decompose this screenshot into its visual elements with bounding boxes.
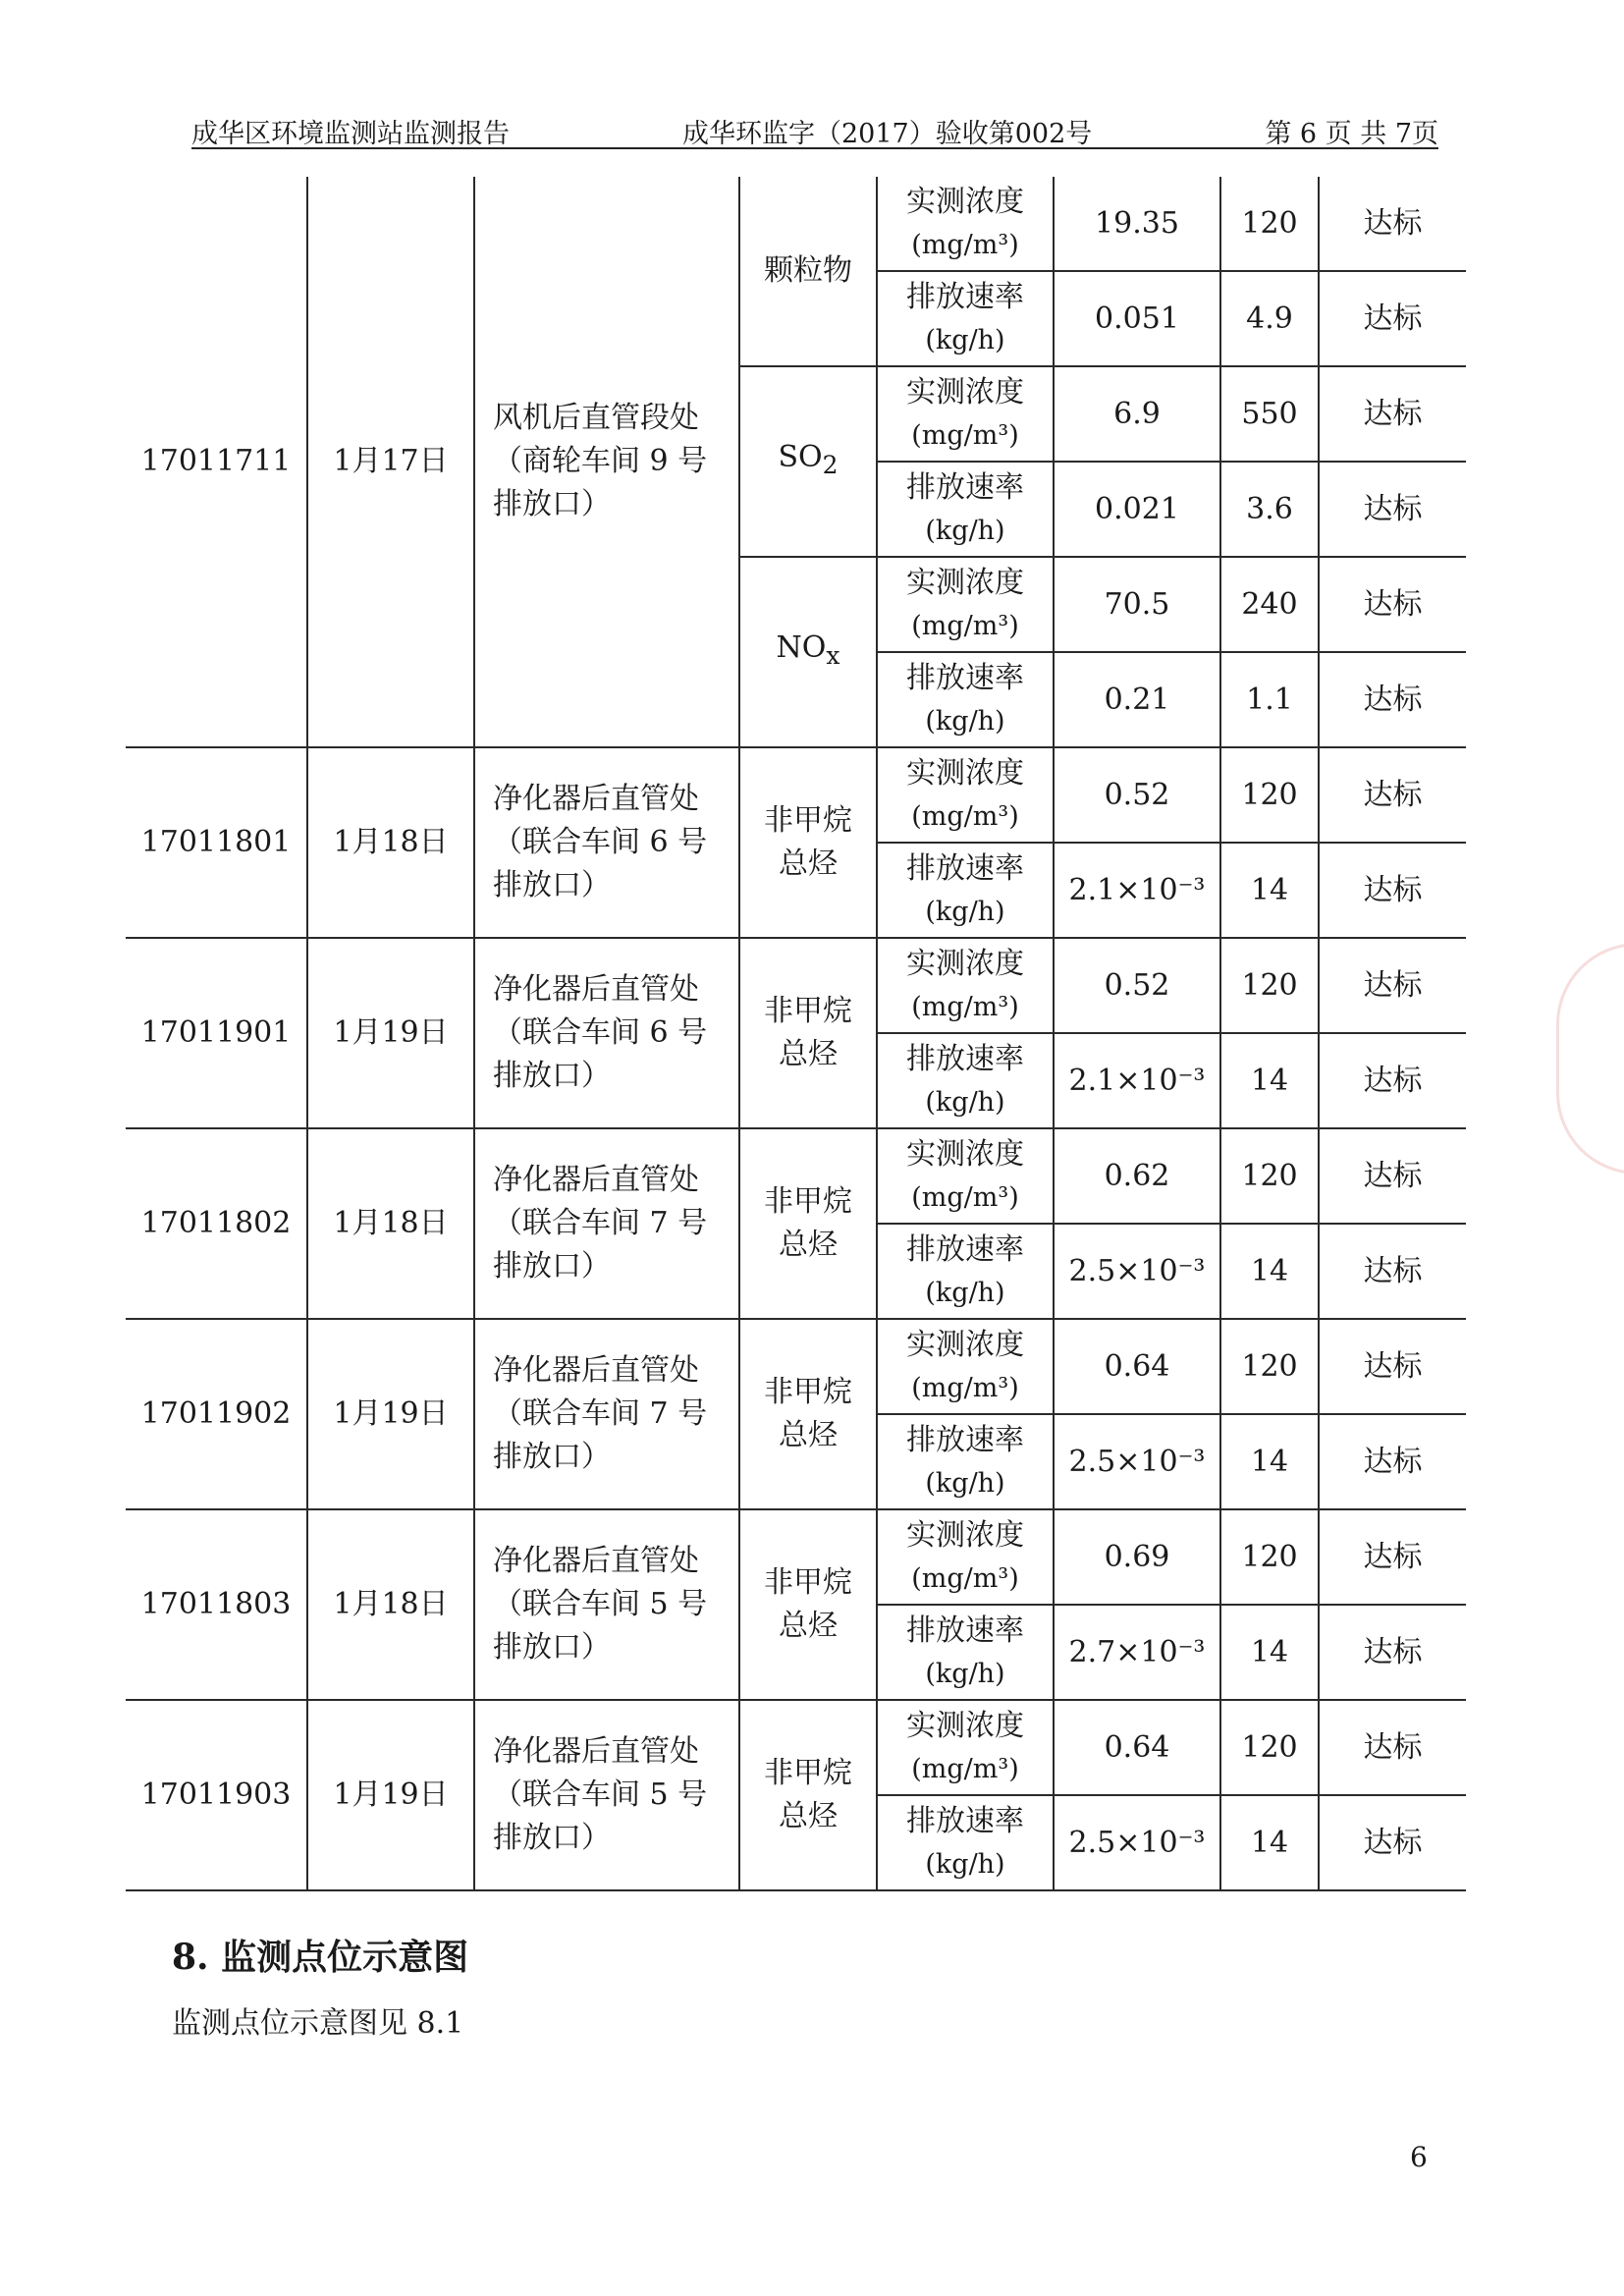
limit-value-cell: 120	[1220, 177, 1319, 271]
metric-cell	[877, 652, 1054, 747]
pollutant-cell	[739, 1509, 877, 1700]
metric-label: 实测浓度	[906, 1517, 1024, 1553]
pollutant-name: 颗粒物	[764, 253, 852, 288]
sample-id-cell: 17011901	[126, 938, 307, 1128]
location-line: （联合车间 7 号	[493, 1206, 708, 1240]
limit-value-cell: 14	[1220, 1414, 1319, 1509]
metric-label: 排放速率	[906, 1231, 1024, 1267]
metric-unit: (kg/h)	[925, 1277, 1005, 1308]
measured-value-cell: 0.69	[1054, 1509, 1220, 1605]
sample-id-cell: 17011903	[126, 1700, 307, 1890]
location-line: （联合车间 6 号	[493, 825, 708, 859]
location-cell	[474, 177, 739, 747]
sample-date-cell: 1月18日	[307, 1509, 474, 1700]
result-cell: 达标	[1319, 557, 1466, 652]
location-line: 排放口）	[493, 1059, 611, 1093]
result-cell: 达标	[1319, 1224, 1466, 1319]
limit-value-cell: 240	[1220, 557, 1319, 652]
page-header	[191, 106, 1438, 149]
location-line: （联合车间 5 号	[493, 1777, 708, 1812]
pollutant-subscript: x	[826, 641, 840, 670]
sample-id-cell: 17011801	[126, 747, 307, 938]
measured-value-cell: 2.5×10⁻³	[1054, 1795, 1220, 1890]
metric-cell	[877, 1509, 1054, 1605]
metric-unit: (mg/m³)	[911, 229, 1019, 260]
location-line: 净化器后直管处	[493, 1353, 699, 1388]
metric-cell	[877, 1414, 1054, 1509]
metric-unit: (mg/m³)	[911, 1562, 1019, 1594]
location-cell	[474, 1509, 739, 1700]
metric-label: 实测浓度	[906, 755, 1024, 791]
metric-unit: (kg/h)	[925, 515, 1005, 546]
limit-value-cell: 120	[1220, 1319, 1319, 1414]
result-cell: 达标	[1319, 1033, 1466, 1128]
metric-cell	[877, 366, 1054, 462]
result-cell: 达标	[1319, 366, 1466, 462]
metric-cell	[877, 1319, 1054, 1414]
location-line: 排放口）	[493, 1630, 611, 1665]
result-cell: 达标	[1319, 843, 1466, 938]
measured-value-cell: 0.64	[1054, 1319, 1220, 1414]
sample-date-cell: 1月18日	[307, 747, 474, 938]
sample-date-cell: 1月17日	[307, 177, 474, 747]
sample-date-cell: 1月19日	[307, 1319, 474, 1509]
metric-label: 排放速率	[906, 660, 1024, 695]
metric-unit: (kg/h)	[925, 896, 1005, 927]
location-line: 净化器后直管处	[493, 782, 699, 816]
limit-value-cell: 120	[1220, 1509, 1319, 1605]
table-row	[126, 1319, 1466, 1414]
location-line: 排放口）	[493, 868, 611, 902]
metric-unit: (kg/h)	[925, 1848, 1005, 1880]
location-line: 净化器后直管处	[493, 1163, 699, 1197]
metric-cell	[877, 1224, 1054, 1319]
metric-label: 排放速率	[906, 469, 1024, 505]
measured-value-cell: 70.5	[1054, 557, 1220, 652]
result-cell: 达标	[1319, 1700, 1466, 1795]
result-cell: 达标	[1319, 1319, 1466, 1414]
result-cell: 达标	[1319, 1414, 1466, 1509]
pollutant-name: 非甲烷总烃	[764, 1565, 852, 1643]
result-cell: 达标	[1319, 652, 1466, 747]
measured-value-cell: 0.21	[1054, 652, 1220, 747]
metric-label: 实测浓度	[906, 946, 1024, 981]
pollutant-cell	[739, 747, 877, 938]
result-cell: 达标	[1319, 177, 1466, 271]
measured-value-cell: 2.5×10⁻³	[1054, 1414, 1220, 1509]
location-line: 净化器后直管处	[493, 972, 699, 1007]
metric-cell	[877, 177, 1054, 271]
location-line: 排放口）	[493, 1821, 611, 1855]
monitoring-results-table	[126, 177, 1466, 1891]
limit-value-cell: 4.9	[1220, 271, 1319, 366]
metric-label: 排放速率	[906, 279, 1024, 314]
location-line: 风机后直管段处	[493, 401, 699, 435]
pollutant-name: 非甲烷总烃	[764, 1375, 852, 1452]
limit-value-cell: 14	[1220, 1033, 1319, 1128]
limit-value-cell: 14	[1220, 1795, 1319, 1890]
sample-id-cell: 17011802	[126, 1128, 307, 1319]
metric-unit: (mg/m³)	[911, 1372, 1019, 1403]
metric-unit: (kg/h)	[925, 1086, 1005, 1118]
pollutant-name: 非甲烷总烃	[764, 994, 852, 1071]
location-cell	[474, 938, 739, 1128]
limit-value-cell: 14	[1220, 1224, 1319, 1319]
sample-date-cell: 1月18日	[307, 1128, 474, 1319]
measured-value-cell: 0.64	[1054, 1700, 1220, 1795]
measured-value-cell: 0.52	[1054, 747, 1220, 843]
location-line: 排放口）	[493, 1249, 611, 1284]
metric-cell	[877, 843, 1054, 938]
measured-value-cell: 6.9	[1054, 366, 1220, 462]
location-line: 净化器后直管处	[493, 1734, 699, 1769]
metric-label: 实测浓度	[906, 184, 1024, 219]
limit-value-cell: 120	[1220, 747, 1319, 843]
limit-value-cell: 14	[1220, 843, 1319, 938]
metric-cell	[877, 747, 1054, 843]
measured-value-cell: 2.1×10⁻³	[1054, 1033, 1220, 1128]
header-page-info: 第 6 页 共 7页	[1265, 119, 1438, 149]
metric-cell	[877, 1033, 1054, 1128]
metric-unit: (kg/h)	[925, 1467, 1005, 1499]
metric-unit: (mg/m³)	[911, 991, 1019, 1022]
metric-cell	[877, 557, 1054, 652]
measured-value-cell: 0.051	[1054, 271, 1220, 366]
pollutant-cell	[739, 1319, 877, 1509]
location-cell	[474, 747, 739, 938]
pollutant-name: NO	[776, 630, 827, 665]
metric-unit: (mg/m³)	[911, 419, 1019, 451]
result-cell: 达标	[1319, 1128, 1466, 1224]
location-line: 排放口）	[493, 487, 611, 521]
section-title: 8. 监测点位示意图	[172, 1937, 469, 1978]
measured-value-cell: 19.35	[1054, 177, 1220, 271]
metric-label: 排放速率	[906, 1803, 1024, 1838]
metric-cell	[877, 271, 1054, 366]
limit-value-cell: 120	[1220, 1128, 1319, 1224]
metric-cell	[877, 1128, 1054, 1224]
result-cell: 达标	[1319, 938, 1466, 1033]
pollutant-cell	[739, 1700, 877, 1890]
pollutant-name: 非甲烷总烃	[764, 803, 852, 881]
result-cell: 达标	[1319, 271, 1466, 366]
limit-value-cell: 14	[1220, 1605, 1319, 1700]
page-number: 6	[1410, 2141, 1428, 2173]
metric-label: 实测浓度	[906, 1136, 1024, 1172]
result-cell: 达标	[1319, 462, 1466, 557]
result-cell: 达标	[1319, 1795, 1466, 1890]
pollutant-name: SO	[778, 440, 823, 474]
metric-label: 排放速率	[906, 1041, 1024, 1076]
limit-value-cell: 120	[1220, 1700, 1319, 1795]
table-row	[126, 177, 1466, 271]
table-row	[126, 1700, 1466, 1795]
table-body	[126, 177, 1466, 1890]
limit-value-cell: 1.1	[1220, 652, 1319, 747]
limit-value-cell: 550	[1220, 366, 1319, 462]
sample-id-cell: 17011902	[126, 1319, 307, 1509]
pollutant-cell	[739, 1128, 877, 1319]
location-line: （联合车间 6 号	[493, 1015, 708, 1050]
metric-unit: (mg/m³)	[911, 610, 1019, 641]
pollutant-subscript: 2	[822, 451, 839, 479]
metric-cell	[877, 938, 1054, 1033]
result-cell: 达标	[1319, 1509, 1466, 1605]
measured-value-cell: 0.52	[1054, 938, 1220, 1033]
pollutant-name: 非甲烷总烃	[764, 1756, 852, 1833]
metric-unit: (kg/h)	[925, 1658, 1005, 1689]
metric-label: 实测浓度	[906, 1708, 1024, 1743]
measured-value-cell: 2.7×10⁻³	[1054, 1605, 1220, 1700]
header-doc-number: 成华环监字（2017）验收第002号	[682, 119, 1093, 149]
result-cell: 达标	[1319, 747, 1466, 843]
location-cell	[474, 1700, 739, 1890]
location-line: （商轮车间 9 号	[493, 444, 708, 478]
metric-cell	[877, 1795, 1054, 1890]
metric-label: 排放速率	[906, 850, 1024, 886]
measured-value-cell: 0.62	[1054, 1128, 1220, 1224]
metric-unit: (kg/h)	[925, 705, 1005, 737]
metric-cell	[877, 1605, 1054, 1700]
measured-value-cell: 0.021	[1054, 462, 1220, 557]
metric-unit: (mg/m³)	[911, 1753, 1019, 1784]
seal-stamp-partial	[1556, 943, 1624, 1175]
metric-unit: (kg/h)	[925, 324, 1005, 355]
location-cell	[474, 1319, 739, 1509]
table-row	[126, 1128, 1466, 1224]
limit-value-cell: 3.6	[1220, 462, 1319, 557]
location-line: （联合车间 7 号	[493, 1396, 708, 1431]
metric-label: 排放速率	[906, 1613, 1024, 1648]
metric-label: 实测浓度	[906, 374, 1024, 410]
result-cell: 达标	[1319, 1605, 1466, 1700]
table-row	[126, 747, 1466, 843]
pollutant-cell	[739, 366, 877, 557]
pollutant-cell	[739, 938, 877, 1128]
metric-label: 实测浓度	[906, 1327, 1024, 1362]
location-line: 净化器后直管处	[493, 1544, 699, 1578]
sample-id-cell: 17011711	[126, 177, 307, 747]
location-cell	[474, 1128, 739, 1319]
location-line: （联合车间 5 号	[493, 1587, 708, 1621]
sample-date-cell: 1月19日	[307, 938, 474, 1128]
limit-value-cell: 120	[1220, 938, 1319, 1033]
header-org: 成华区环境监测站监测报告	[191, 119, 510, 149]
location-line: 排放口）	[493, 1440, 611, 1474]
metric-label: 排放速率	[906, 1422, 1024, 1457]
measured-value-cell: 2.5×10⁻³	[1054, 1224, 1220, 1319]
pollutant-name: 非甲烷总烃	[764, 1184, 852, 1262]
sample-date-cell: 1月19日	[307, 1700, 474, 1890]
metric-label: 实测浓度	[906, 565, 1024, 600]
metric-cell	[877, 1700, 1054, 1795]
table-row	[126, 1509, 1466, 1605]
section-body: 监测点位示意图见 8.1	[172, 2006, 464, 2041]
metric-unit: (mg/m³)	[911, 1181, 1019, 1213]
sample-id-cell: 17011803	[126, 1509, 307, 1700]
metric-unit: (mg/m³)	[911, 800, 1019, 832]
pollutant-cell	[739, 177, 877, 366]
pollutant-cell	[739, 557, 877, 747]
table-row	[126, 938, 1466, 1033]
measured-value-cell: 2.1×10⁻³	[1054, 843, 1220, 938]
metric-cell	[877, 462, 1054, 557]
